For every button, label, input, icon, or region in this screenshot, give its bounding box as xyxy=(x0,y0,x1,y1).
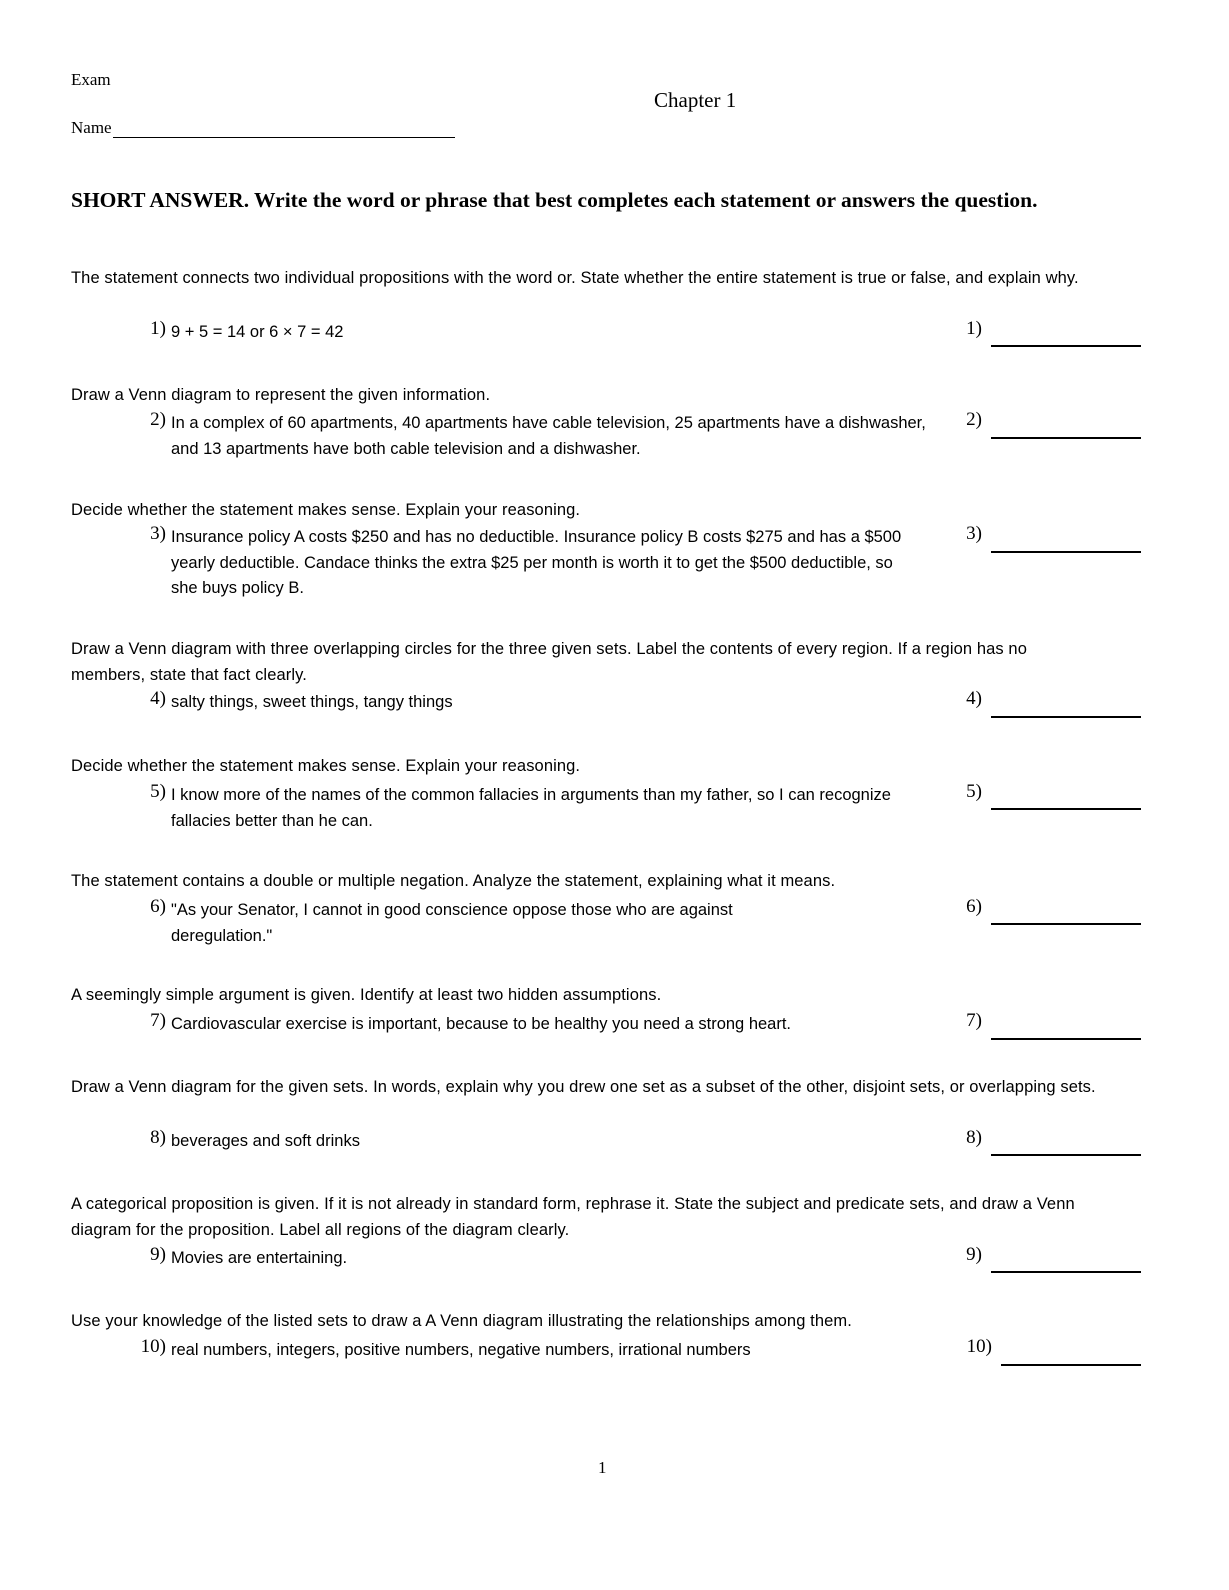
name-field-row xyxy=(71,118,455,138)
question-number-10: 10) xyxy=(140,1336,166,1357)
answer-line-2[interactable] xyxy=(991,437,1141,439)
question-text-2 xyxy=(171,411,941,462)
question-number-2: 2) xyxy=(150,409,166,430)
question-number-6: 6) xyxy=(150,896,166,917)
direction-5: Decide whether the statement makes sense. Explain your reasoning. xyxy=(71,757,581,775)
answer-number-6: 6) xyxy=(966,896,982,917)
question-text-3: Insurance policy A costs $250 and has no deductible. Insurance policy B costs $275 and has a $500 yearly deductible. Candace thinks the extra $25 per month is worth it to get the $500 deductible, so she buys policy B. xyxy=(171,528,902,597)
question-number-8: 8) xyxy=(150,1127,166,1148)
question-number-5: 5) xyxy=(150,781,166,802)
name-line[interactable] xyxy=(113,120,455,138)
direction-2: Draw a Venn diagram to represent the given information. xyxy=(71,386,491,404)
question-number-3: 3) xyxy=(150,523,166,544)
question-text-5: I know more of the names of the common fallacies in arguments than my father, so I can recognize fallacies better than he can. xyxy=(171,786,891,830)
exam-label: Exam xyxy=(71,70,111,89)
answer-number-5: 5) xyxy=(966,781,982,802)
answer-number-1: 1) xyxy=(966,318,982,339)
instructions: SHORT ANSWER. Write the word or phrase that best completes each statement or answers the question. xyxy=(71,188,1038,212)
question-number-9: 9) xyxy=(150,1244,166,1265)
answer-line-9[interactable] xyxy=(991,1271,1141,1273)
direction-4: Draw a Venn diagram with three overlapping circles for the three given sets. Label the contents of every region. If a region has no members, state that fact clearly. xyxy=(71,640,1027,684)
question-text-7: Cardiovascular exercise is important, because to be healthy you need a strong heart. xyxy=(171,1015,792,1033)
direction-6: The statement contains a double or multiple negation. Analyze the statement, explaining what it means. xyxy=(71,872,836,890)
direction-8: Draw a Venn diagram for the given sets. In words, explain why you drew one set as a subset of the other, disjoint sets, or overlapping sets. xyxy=(71,1078,1096,1096)
answer-number-7: 7) xyxy=(966,1010,982,1031)
answer-line-3[interactable] xyxy=(991,551,1141,553)
answer-number-4: 4) xyxy=(966,688,982,709)
question-number-7: 7) xyxy=(150,1010,166,1031)
answer-line-10[interactable] xyxy=(1001,1364,1141,1366)
answer-number-2: 2) xyxy=(966,409,982,430)
answer-line-5[interactable] xyxy=(991,808,1141,810)
direction-1: The statement connects two individual propositions with the word or. State whether the entire statement is true or false, and explain why. xyxy=(71,269,1079,287)
question-text-6: "As your Senator, I cannot in good conscience oppose those who are against deregulation." xyxy=(171,901,733,945)
answer-line-6[interactable] xyxy=(991,923,1141,925)
direction-3: Decide whether the statement makes sense. Explain your reasoning. xyxy=(71,501,581,519)
question-text-4: salty things, sweet things, tangy things xyxy=(171,693,453,711)
answer-number-9: 9) xyxy=(966,1244,982,1265)
question-number-1: 1) xyxy=(150,318,166,339)
direction-7: A seemingly simple argument is given. Identify at least two hidden assumptions. xyxy=(71,986,662,1004)
question-text-8: beverages and soft drinks xyxy=(171,1132,360,1150)
direction-9: A categorical proposition is given. If it is not already in standard form, rephrase it. State the subject and predicate sets, and draw a Venn diagram for the proposition. Label all regions of the diagram clearly. xyxy=(71,1195,1075,1239)
question-text-1: 9 + 5 = 14 or 6 × 7 = 42 xyxy=(171,323,344,341)
name-label: Name xyxy=(71,118,112,137)
answer-number-10: 10) xyxy=(966,1336,992,1357)
chapter-title: Chapter 1 xyxy=(654,88,737,112)
question-text-10: real numbers, integers, positive numbers, negative numbers, irrational numbers xyxy=(171,1341,751,1359)
answer-line-8[interactable] xyxy=(991,1154,1141,1156)
question-body-2: In a complex of 60 apartments, 40 apartments have cable television, 25 apartments have a dishwasher, and 13 apartments have both cable television and a dishwasher. xyxy=(171,414,926,458)
direction-10: Use your knowledge of the listed sets to draw a A Venn diagram illustrating the relationships among them. xyxy=(71,1312,852,1330)
page-number: 1 xyxy=(598,1458,607,1477)
answer-line-1[interactable] xyxy=(991,345,1141,347)
question-text-9: Movies are entertaining. xyxy=(171,1249,348,1267)
answer-number-3: 3) xyxy=(966,523,982,544)
answer-line-4[interactable] xyxy=(991,716,1141,718)
answer-line-7[interactable] xyxy=(991,1038,1141,1040)
question-number-4: 4) xyxy=(150,688,166,709)
answer-number-8: 8) xyxy=(966,1127,982,1148)
